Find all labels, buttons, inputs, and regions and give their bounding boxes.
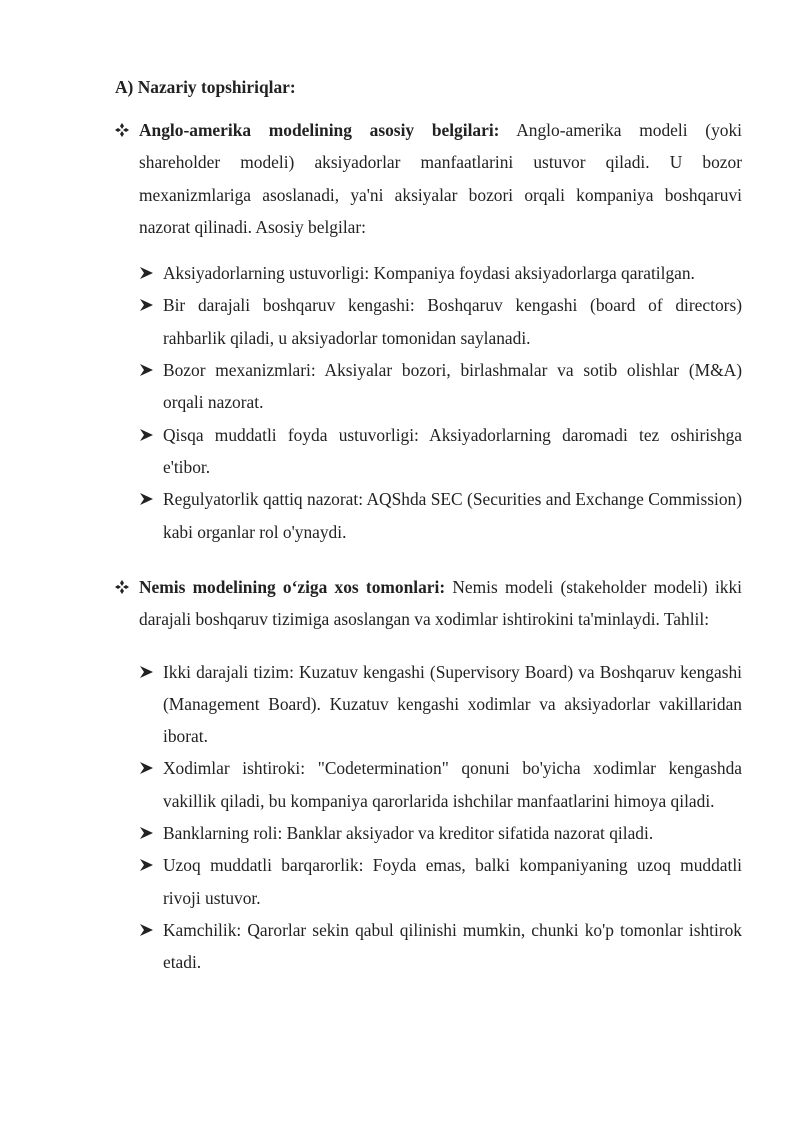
- section-anglo-american: [115, 114, 742, 548]
- list-item-text: Uzoq muddatli barqarorlik: Foyda emas, balki kompaniyaning uzoq muddatli rivoji ustuvor.: [163, 855, 742, 908]
- list-item: [115, 257, 742, 289]
- bullet-list: [115, 257, 742, 548]
- arrow-bullet-icon: [140, 364, 153, 376]
- section-text: Nemis modeli (stakeholder modeli) ikki darajali boshqaruv tizimiga asoslangan va xodimlar ishtirokini ta'minlaydi. Tahlil:: [139, 577, 742, 630]
- section-intro: [115, 571, 742, 636]
- arrow-bullet-icon: [140, 827, 153, 839]
- arrow-bullet-icon: [140, 493, 153, 505]
- arrow-bullet-icon: [140, 762, 153, 774]
- arrow-bullet-icon: [140, 267, 153, 279]
- section-heading: A) Nazariy topshiriqlar:: [115, 77, 296, 97]
- section-german: [115, 571, 742, 979]
- section-title: Nemis modelining o‘ziga xos tomonlari:: [139, 577, 446, 597]
- list-item: [115, 483, 742, 548]
- list-item: [115, 817, 742, 849]
- list-item: [115, 289, 742, 354]
- arrow-bullet-icon: [140, 666, 153, 678]
- list-item-text: Xodimlar ishtiroki: "Codetermination" qonuni bo'yicha xodimlar kengashda vakillik qiladi, bu kompaniya qarorlarida ishchilar manfaatlarini himoya qiladi.: [163, 758, 742, 811]
- list-item: [115, 419, 742, 484]
- section-text: Anglo-amerika modeli (yoki shareholder modeli) aksiyadorlar manfaatlarini ustuvor qiladi. U bozor mexanizmlariga asoslanadi, ya'ni aksiyalar bozori orqali kompaniya boshqaruvi nazorat qilinadi. Asosiy belgilar:: [139, 120, 742, 237]
- section-title: Anglo-amerika modelining asosiy belgilari:: [139, 120, 500, 140]
- list-item-text: Banklarning roli: Banklar aksiyador va kreditor sifatida nazorat qiladi.: [163, 823, 654, 844]
- arrow-bullet-icon: [140, 299, 153, 311]
- list-item: [115, 354, 742, 419]
- list-item-text: Qisqa muddatli foyda ustuvorligi: Aksiyadorlarning daromadi tez oshirishga e'tibor.: [163, 424, 742, 477]
- arrow-bullet-icon: [140, 859, 153, 871]
- list-item-text: Regulyatorlik qattiq nazorat: AQShda SEC (Securities and Exchange Commission) kabi organlar rol o'ynaydi.: [163, 489, 742, 542]
- list-item-text: Kamchilik: Qarorlar sekin qabul qilinishi mumkin, chunki ko'p tomonlar ishtirok etadi.: [163, 919, 742, 973]
- list-item: [115, 914, 742, 979]
- list-item: [115, 752, 742, 817]
- list-item-text: Aksiyadorlarning ustuvorligi: Kompaniya foydasi aksiyadorlarga qaratilgan.: [163, 263, 695, 284]
- bullet-list: [115, 656, 742, 979]
- diamond-bullet-icon: [115, 580, 129, 594]
- list-item: [115, 849, 742, 914]
- section-intro: [115, 114, 742, 243]
- arrow-bullet-icon: [140, 429, 153, 441]
- list-item-text: Bir darajali boshqaruv kengashi: Boshqaruv kengashi (board of directors) rahbarlik qiladi, u aksiyadorlar tomonidan saylanadi.: [163, 295, 742, 348]
- list-item-text: Bozor mexanizmlari: Aksiyalar bozori, birlashmalar va sotib olishlar (M&A) orqali nazorat.: [163, 360, 742, 413]
- list-item-text: Ikki darajali tizim: Kuzatuv kengashi (Supervisory Board) va Boshqaruv kengashi (Management Board). Kuzatuv kengashi xodimlar va aksiyadorlar vakillaridan iborat.: [163, 661, 742, 747]
- arrow-bullet-icon: [140, 924, 153, 936]
- list-item: [115, 656, 742, 753]
- diamond-bullet-icon: [115, 123, 129, 137]
